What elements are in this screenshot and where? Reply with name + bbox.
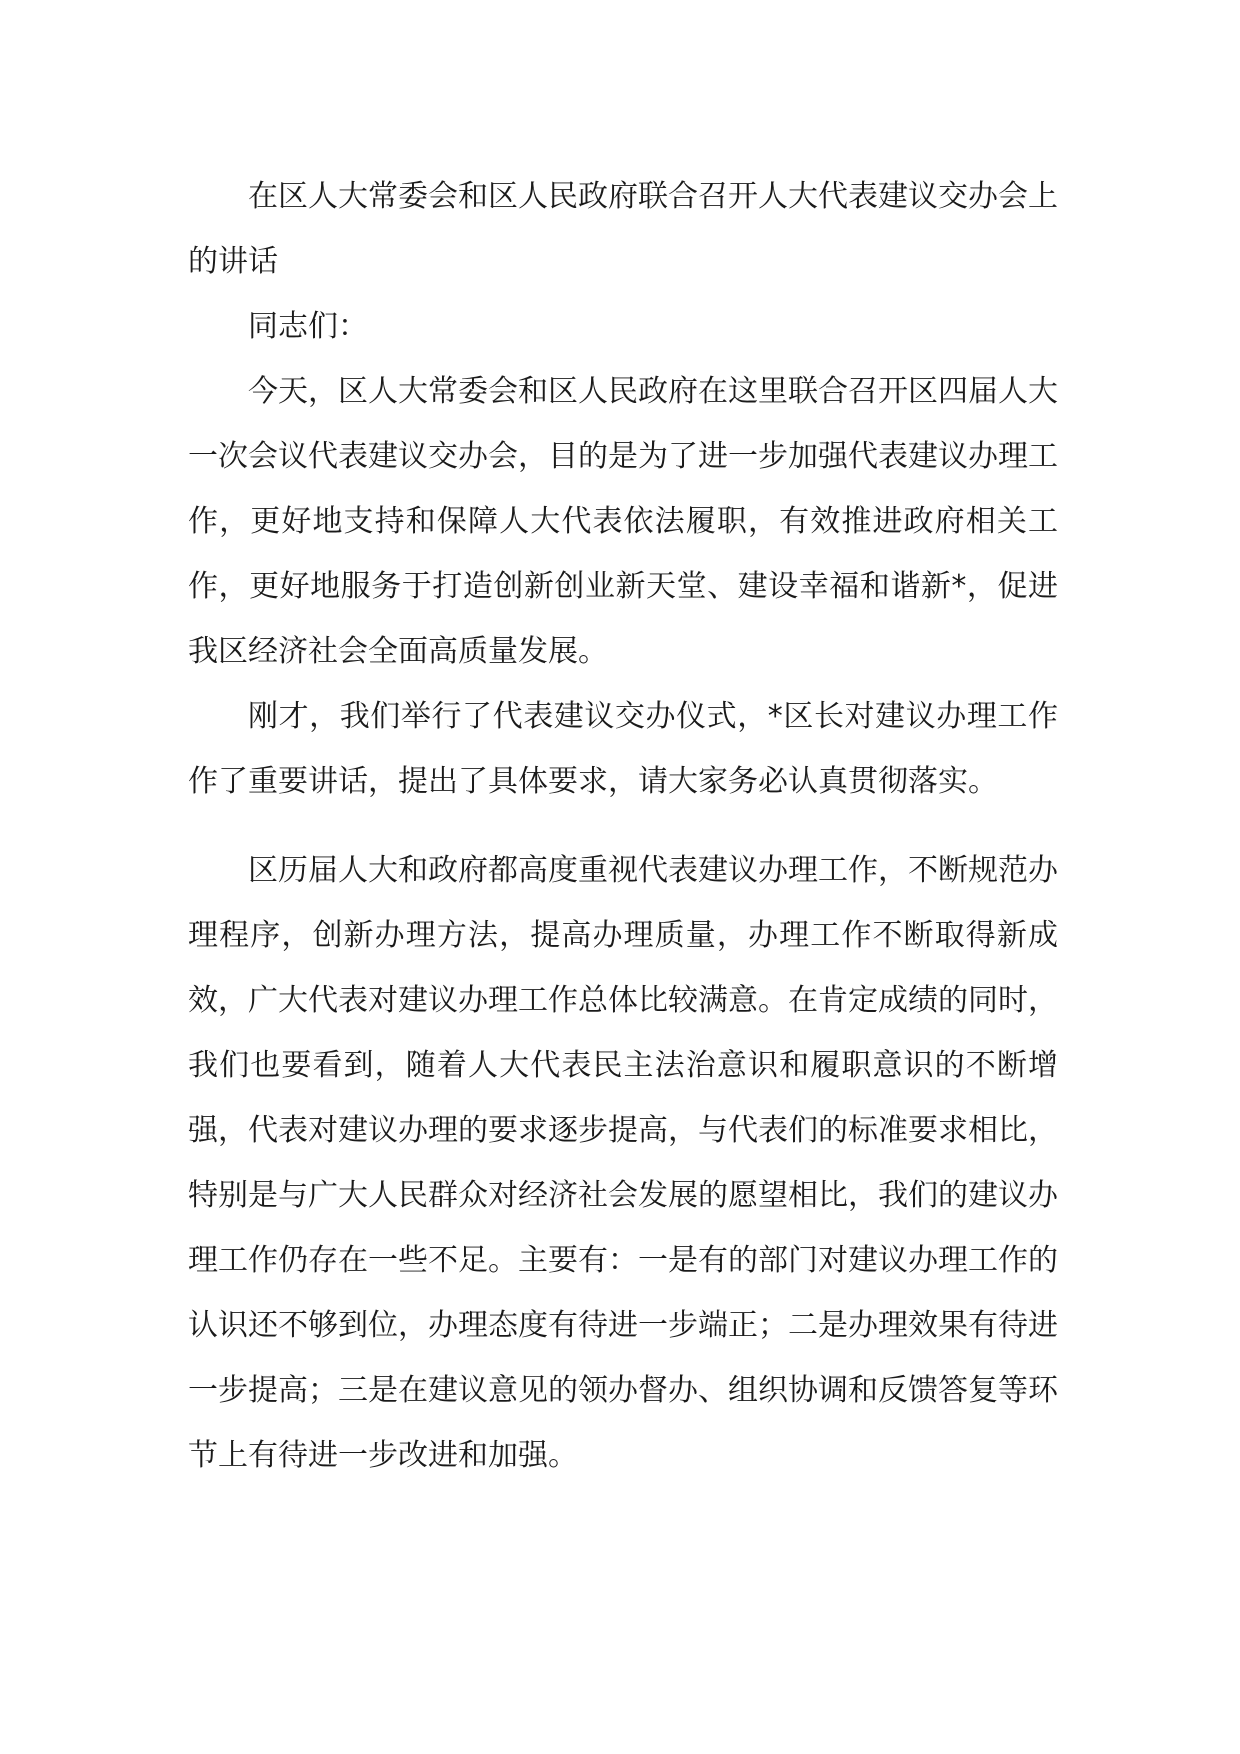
paragraph-ceremony: 刚才，我们举行了代表建议交办仪式，*区长对建议办理工作作了重要讲话，提出了具体要求，请大家务必认真贯彻落实。 [188,699,1058,799]
document-body [188,164,1058,1488]
paragraph-opening: 今天，区人大常委会和区人民政府在这里联合召开区四届人大一次会议代表建议交办会，目的是为了进一步加强代表建议办理工作，更好地支持和保障人大代表依法履职，有效推进政府相关工作，更好地服务于打造创新创业新天堂、建设幸福和谐新*，促进我区经济社会全面高质量发展。 [188,374,1058,669]
salutation: 同志们： [248,309,368,344]
paragraph-shortcomings: 区历届人大和政府都高度重视代表建议办理工作，不断规范办理程序，创新办理方法，提高办理质量，办理工作不断取得新成效，广大代表对建议办理工作总体比较满意。在肯定成绩的同时，我们也要看到，随着人大代表民主法治意识和履职意识的不断增强，代表对建议办理的要求逐步提高，与代表们的标准要求相比，特别是与广大人民群众对经济社会发展的愿望相比，我们的建议办理工作仍存在一些不足。主要有：一是有的部门对建议办理工作的认识还不够到位，办理态度有待进一步端正；二是办理效果有待进一步提高；三是在建议意见的领办督办、组织协调和反馈答复等环节上有待进一步改进和加强。 [188,853,1058,1473]
document-title: 在区人大常委会和区人民政府联合召开人大代表建议交办会上的讲话 [188,179,1058,279]
